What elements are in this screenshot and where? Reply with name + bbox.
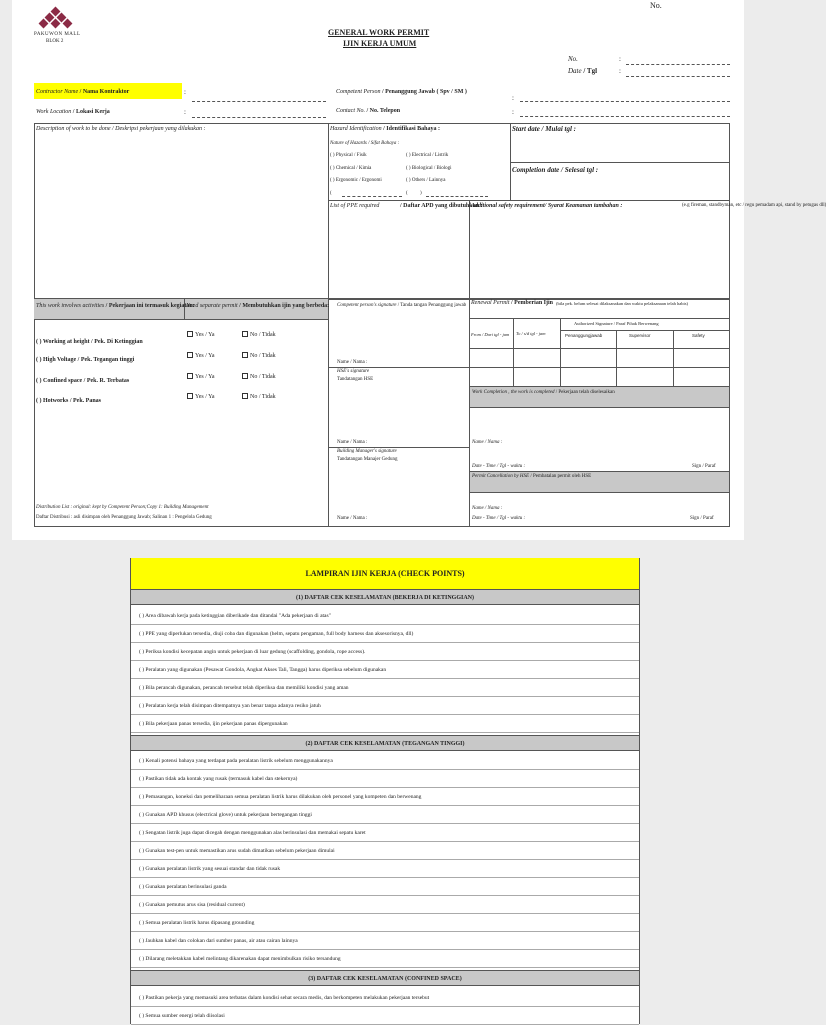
checklist-item[interactable]: ( ) Semua sumber energi telah diisolasi [131,1007,639,1025]
checklist-item[interactable]: ( ) Kenali potensi bahaya yang terdapat pada peralatan listrik sebelum menggunakannya [131,752,639,770]
contact-field[interactable] [520,116,730,117]
competent-person-field[interactable] [520,101,730,102]
role-penanggungjawab: Penanggungjawab [565,333,603,338]
additional-safety-label: Additional safety requirement/ Syarat Keamanan tambahan : [471,203,623,209]
logo-sub: BLOK 2 [46,39,64,44]
checklist-item[interactable]: ( ) Periksa kondisi kecepatan angin untuk pekerjaan di luar gedung (scaffolding, gondola, rope access). [131,643,639,661]
start-date-label: Start date / Mulai tgl : [512,125,576,133]
hazard-others[interactable]: ( ) Others / Lainnya [406,178,446,183]
hazard-other-field[interactable] [342,196,402,197]
hazard-ergonomic[interactable]: ( ) Ergonomic / Ergonomi [330,178,382,183]
checklist-item[interactable]: ( ) Gunakan APD khusus (electrical glove) untuk pekerjaan bertegangan tinggi [131,806,639,824]
hse-signature-id: Tandatangan HSE [337,377,374,382]
ppe-label: List of PPE required [330,203,380,209]
ppe-field[interactable] [330,220,466,296]
contractor-name-field[interactable] [192,101,326,102]
yes-option-2[interactable]: Yes / Ya [187,352,215,359]
checklist-item[interactable]: ( ) Pastikan pekerja yang memasuki area terbatas dalam kondisi sehat secara medis, dan berkompeten melakukan pekerjaan tersebut [131,989,639,1007]
activities-header: This work involves activities / Pekerjaan ini termasuk kegiatan: [36,303,195,309]
competent-name: Name / Nama : [337,360,368,365]
activity-hotworks[interactable]: ( ) Hotworks / Pek. Panas [36,398,101,404]
competent-person-label: Competent Person / Penanggung Jawab ( Spv / SM ) [336,89,467,95]
checklist-item[interactable]: ( ) Jauhkan kabel dan colokan dari sumber panas, air atau cairan lainnya [131,932,639,950]
checklist-item[interactable]: ( ) Gunakan peralatan listrik yang sesuai standar dan tidak rusak [131,860,639,878]
completion-date-time: Date - Time / Tgl - waktu : [472,464,526,469]
bm-name: Name / Nama : [337,516,368,521]
competent-signature-label: Competent person's signature / Tanda tangan Penanggung jawab [337,303,467,308]
no-option-1[interactable]: No / Tidak [242,331,276,338]
checklist-item[interactable]: ( ) Peralatan yang digunakan (Pesawat Gondola, Angkat Akses Tali, Tangga) harus diperiksa sebelum digunakan [131,661,639,679]
checklist-item[interactable]: ( ) Peralatan kerja telah disimpan ditempatnya yan benar tanpa adanya resiko jatuh [131,697,639,715]
cancellation-label: Permit Cancellation by HSE / Pembatalan permit oleh HSE [472,474,592,479]
hazard-electrical[interactable]: ( ) Electrical / Listrik [406,153,449,158]
checklist-item[interactable]: ( ) Dilarang meletakkan kabel melintang dikarenakan dapat menimbulkan risiko tersandung [131,950,639,968]
role-supervisor: Supervisor [629,333,651,338]
checklist-item[interactable]: ( ) Sengatan listrik juga dapat dicegah dengan menggunakan alas berinsulasi dan memakai sepatu karet [131,824,639,842]
activity-high-voltage[interactable]: ( ) High Voltage / Pek. Tegangan tinggi [36,357,135,363]
attachment-title: LAMPIRAN IJIN KERJA (CHECK POINTS) [131,558,639,590]
no-option-4[interactable]: No / Tidak [242,393,276,400]
additional-safety-field[interactable] [471,222,727,296]
checklist-item[interactable]: ( ) Pemasangan, koneksi dan pemeliharaan semua peralatan listrik harus dilakukan oleh personel yang kompeten dan berwenang [131,788,639,806]
cancellation-name: Name / Nama : [472,506,503,511]
cancellation-sign: Sign / Paraf [690,516,714,521]
logo-name: PAKUWON MALL [34,32,81,37]
checklist-item[interactable]: ( ) Semua peralatan listrik harus dipasang grounding [131,914,639,932]
yes-option-1[interactable]: Yes / Ya [187,331,215,338]
activity-confined-space[interactable]: ( ) Confined space / Pek. R. Terbatas [36,378,130,384]
hse-signature-label: HSE's signature [337,369,370,374]
cancellation-date-time: Date - Time / Tgl - waktu : [472,516,526,521]
renewal-note: (bila pek. belum selesai dilaksanakan dan waktu pelaksanaan telah habis) [556,301,688,306]
hazard-chemical[interactable]: ( ) Chemical / Kimia [330,166,372,171]
date-field[interactable] [626,76,730,77]
role-safety: Safety [692,333,705,338]
completion-name: Name / Nama : [472,440,503,445]
work-permit-form: No. PAKUWON MALL BLOK 2 GENERAL WORK PERMIT IJIN KERJA UMUM No. : Date / Tgl : Contractor Name / Nama Kontraktor : Work Location / Lokasi Kerja : Competent Person / Penanggung Jawab ( Spv / SM ) : Contact No. / No. Telepon : Description of work to be done / Deskripsi pekerjaan yang dilakukan : Hazard Identification / Identifikasi Bahaya : Nature of Hazards / Sifat Bahaya : ( ) Physical / Fisik ( ) Electrical / Listrik ( ) Chemical / Kimia ( ) Biological / Biologi ( ) Ergonomic / Ergonomi ( ) Others / Lainnya ( ( ) Start date / Mulai tgl : Completion date / Selesai tgl : List of PPE required / Daftar APD yang dibutuhkan : Additional safety requirement/ Syarat Keamanan tambahan : (e.g fireman, standbyman, etc / regu pemadam api, stand by petugas dll) This work involves activities / Pekerjaan ini termasuk kegiatan: Need separate permit / Membutuhkan ijin yang berbeda: ( ) Working at height / Pek. Di Ketinggian ( ) High Voltage / Pek. Tegangan tinggi ( ) Confined space / Pek. R. Terbatas ( ) Hotworks / Pek. Panas Yes / Ya No / Tidak Yes / Ya No / Tidak Yes / Ya No / Tidak Yes / Ya No / Tidak Distribution List : original: kept by Competent Person;Copy 1: Building Management Daftar Distribusi : asli disimpan oleh Penanggung Jawab; Salinan 1 : Pengelola Gedung Competent person's signature / Tanda tangan Penanggung jawab Name / Nama : HSE's signature Tandatangan HSE Name / Nama : Building Manager's signature Tandatangan Manajer Gedung Name / Nama : Renewal Permit / Pemberian Ijin (bila pek. belum selesai dilaksanakan dan waktu pelaksanaan telah habis) From / Dari tgl - jam To / s/d tgl - jam Authorized Signature / Paraf Pihak Berwenang Penanggungjawab Supervisor Safety Work Completion , the work is completed / Pekerjaan telah diselesaikan Name / Nama : Date - Time / Tgl - waktu : Sign / Paraf Permit Cancellation by HSE / Pembatalan permit oleh HSE Name / Nama : Date - Time / Tgl - waktu : Sign / Paraf [12,0,744,540]
section-1-title: (1) DAFTAR CEK KESELAMATAN (BEKERJA DI KETINGGIAN) [131,589,639,605]
section-2-title: (2) DAFTAR CEK KESELAMATAN (TEGANGAN TINGGI) [131,735,639,751]
additional-safety-note [471,210,729,217]
permit-no-top: No. [650,1,662,10]
completion-date-label: Completion date / Selesai tgl : [512,166,599,174]
distribution-line-1: Distribution List : original: kept by Competent Person;Copy 1: Building Management [36,505,209,510]
no-option-3[interactable]: No / Tidak [242,373,276,380]
bm-signature-label: Building Manager's signature [337,449,397,454]
hazard-physical[interactable]: ( ) Physical / Fisik [330,153,367,158]
date-label: Date / Tgl [568,67,598,75]
hazard-biological[interactable]: ( ) Biological / Biologi [406,166,452,171]
completion-sign: Sign / Paraf [692,464,716,469]
checklist-item[interactable]: ( ) Gunakan test-pen untuk memastikan arus sudah dimatikan sebelum pekerjaan dimulai [131,842,639,860]
section-3-title: (3) DAFTAR CEK KESELAMATAN (CONFINED SPACE) [131,970,639,986]
no-label: No. [568,55,578,63]
work-location-field[interactable] [192,117,326,118]
renewal-from: From / Dari tgl - jam [471,332,510,337]
ppe-label-id: / Daftar APD yang dibutuhkan : [400,203,483,209]
checklist-item[interactable]: ( ) Bila pekerjaan panas tersedia, ijin pekerjaan panas dipergunakan [131,715,639,733]
hazard-label: Hazard Identification / Identifikasi Bahaya : [330,126,440,132]
title-id: IJIN KERJA UMUM [343,39,417,48]
no-field[interactable] [626,64,730,65]
renewal-label: Renewal Permit / Pemberian Ijin [471,300,553,306]
checklist-item[interactable]: ( ) PPE yang diperlukan tersedia, diuji coba dan digunakan (helm, sepatu pengaman, full body harness dan aksesorisnya, dll) [131,625,639,643]
work-location-label: Work Location / Lokasi Kerja [36,109,110,115]
work-completion-label: Work Completion , the work is completed / Pekerjaan telah diselesaikan [472,390,615,395]
checklist-item[interactable]: ( ) Pastikan tidak ada kontak yang rusak (termasuk kabel dan stekernya) [131,770,639,788]
hazard-other-open: ( [330,191,332,196]
attachment-checklist [130,558,640,1024]
distribution-line-2: Daftar Distribusi : asli disimpan oleh Penanggung Jawab; Salinan 1 : Pengelola Gedung [36,515,212,520]
description-label: Description of work to be done / Deskripsi pekerjaan yang dilakukan : [36,126,206,132]
hazard-other-field-2[interactable] [426,196,488,197]
renewal-authorized: Authorized Signature / Paraf Pihak Berwenang [574,321,659,326]
checklist-item[interactable]: ( ) Gunakan pemutus arus sisa (residual current) [131,896,639,914]
checklist-item[interactable]: ( ) Area dibawah kerja pada ketinggian diberikade dan ditandai "Ada pekerjaan di atas" [131,607,639,625]
no-option-2[interactable]: No / Tidak [242,352,276,359]
activity-working-at-height[interactable]: ( ) Working at height / Pek. Di Ketinggian [36,339,143,345]
contact-label: Contact No. / No. Telepon [336,108,401,114]
separate-permit-header: Need separate permit / Membutuhkan ijin yang berbeda: [186,303,330,309]
bm-signature-id: Tandatangan Manajer Gedung [337,457,398,462]
title-en: GENERAL WORK PERMIT [328,28,430,37]
description-field[interactable] [36,136,324,296]
checklist-item[interactable]: ( ) Gunakan peralatan berinsulasi ganda [131,878,639,896]
contractor-label: Contractor Name / Nama Kontraktor [36,89,130,95]
hse-name: Name / Nama : [337,440,368,445]
yes-option-3[interactable]: Yes / Ya [187,373,215,380]
yes-option-4[interactable]: Yes / Ya [187,393,215,400]
renewal-to: To / s/d tgl - jam [516,331,546,336]
additional-safety-note-text: (e.g fireman, standbyman, etc / regu pemadam api, stand by petugas dll) [682,203,826,208]
checklist-item[interactable]: ( ) Bila perancah digunakan, perancah tersebut telah diperiksa dan memiliki kondisi yang aman [131,679,639,697]
nature-of-hazards: Nature of Hazards / Sifat Bahaya : [330,141,400,146]
